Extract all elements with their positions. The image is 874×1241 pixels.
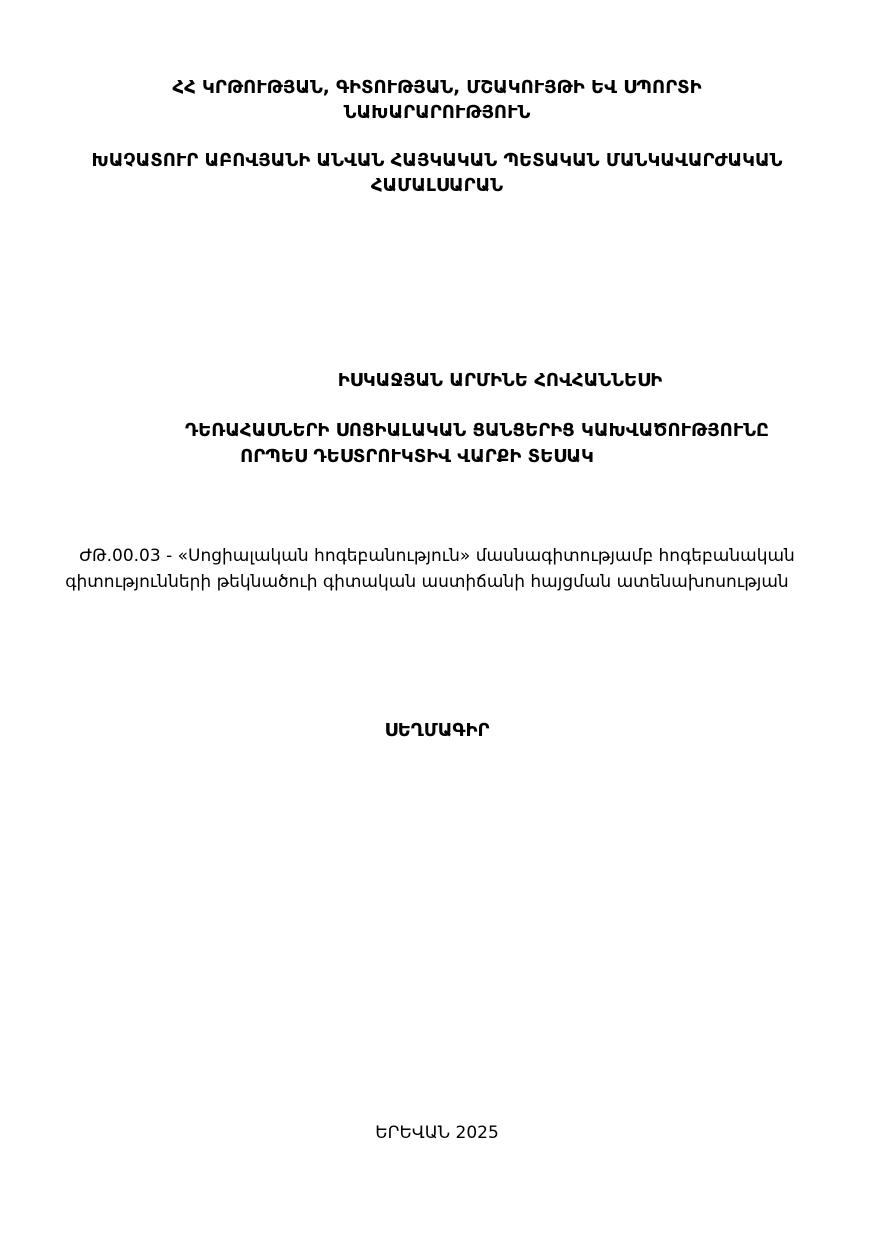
specialty-line2: գիտությունների թեկնածուի գիտական աստիճանի հայցման ատենախոսության xyxy=(65,572,789,592)
ministry-name-line1: ՀՀ ԿՐԹՈՒԹՅԱՆ, ԳԻՏՈՒԹՅԱՆ, ՄՇԱԿՈՒՅԹԻ ԵՎ ՍՊՈՐՏԻ xyxy=(172,77,702,98)
document-type: ՍԵՂՄԱԳԻՐ xyxy=(384,720,490,741)
city-year: ԵՐԵՎԱՆ 2025 xyxy=(375,1123,499,1143)
ministry-name-line2: ՆԱԽԱՐԱՐՈՒԹՅՈՒՆ xyxy=(343,102,531,123)
specialty-line1: ԺԹ.00.03 - «Սոցիալական հոգեբանություն» մասնագիտությամբ հոգեբանական xyxy=(79,546,795,566)
author-name: ԻՍԿԱՋՅԱՆ ԱՐՄԻՆԵ ՀՈՎՀԱՆՆԵՍԻ xyxy=(337,370,663,391)
thesis-title-line2: ՈՐՊԵՍ ԴԵՍՏՐՈՒԿՏԻՎ ՎԱՐՔԻ ՏԵՍԱԿ xyxy=(240,446,594,467)
university-name-line2: ՀԱՄԱԼՍԱՐԱՆ xyxy=(370,175,504,196)
thesis-title-line1: ԴԵՌԱՀԱՍՆԵՐԻ ՍՈՑԻԱԼԱԿԱՆ ՑԱՆՑԵՐԻՑ ԿԱԽՎԱԾՈՒԹՅՈՒՆԸ xyxy=(184,420,770,441)
university-name-line1: ԽԱՉԱՏՈՒՐ ԱԲՈՎՅԱՆԻ ԱՆՎԱՆ ՀԱՅԿԱԿԱՆ ՊԵՏԱԿԱՆ ՄԱՆԿԱՎԱՐԺԱԿԱՆ xyxy=(91,150,783,171)
